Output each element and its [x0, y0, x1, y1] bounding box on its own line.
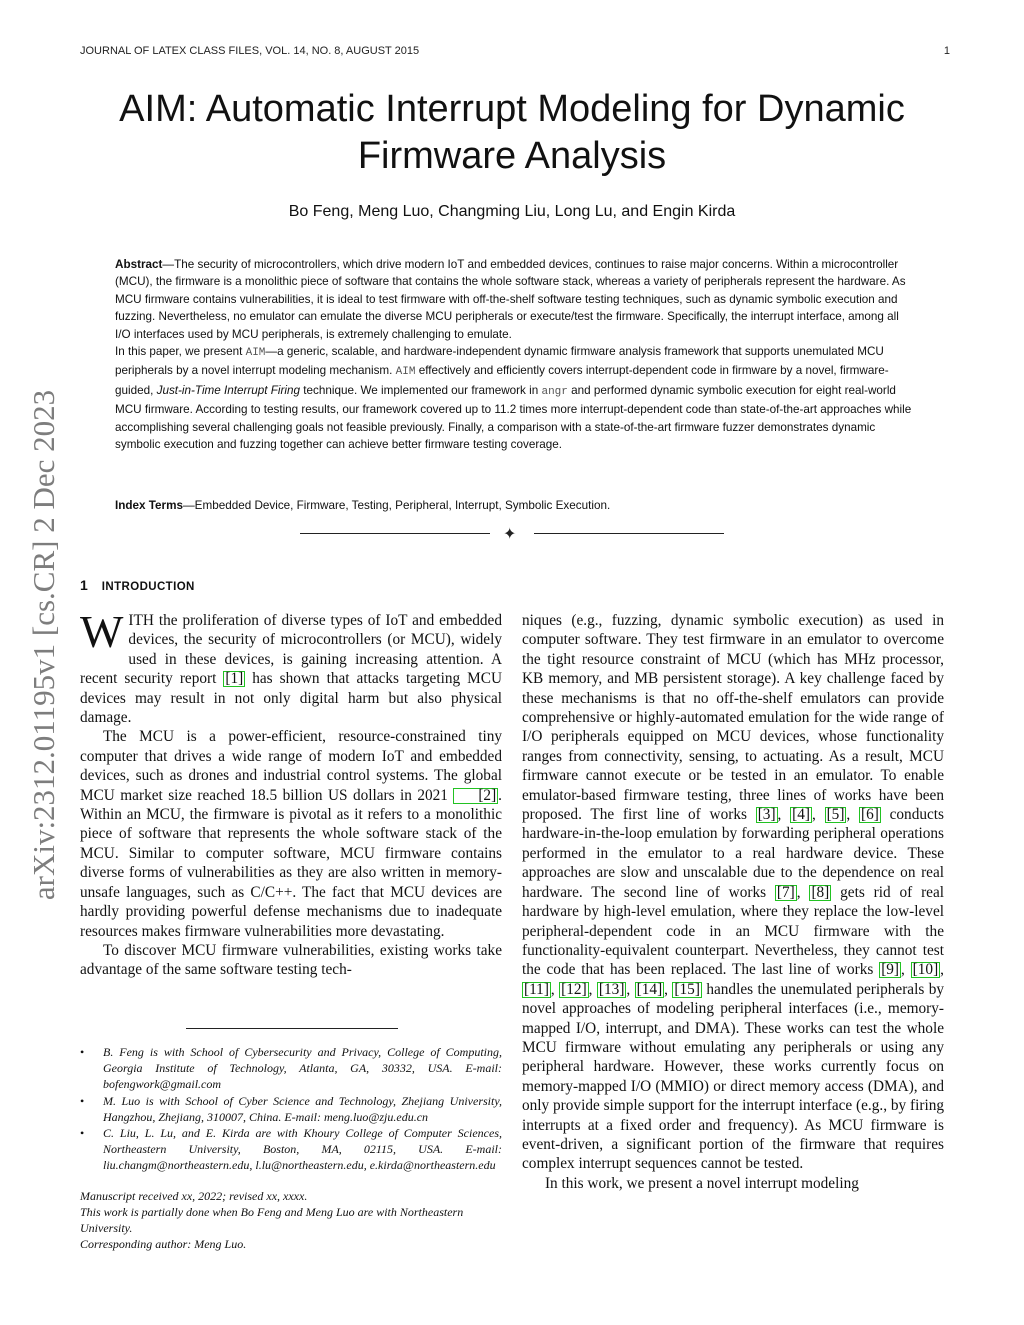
- divider-diamond-icon: ✦: [503, 526, 517, 543]
- divider-rule-left: [300, 533, 490, 534]
- affiliation-item: • B. Feng is with School of Cybersecurity and Privacy, College of Computing, Georgia Institute of Technology, Atlanta, GA, 30332, USA. E-mail: bofengwork@gmail.com: [80, 1044, 502, 1093]
- abstract-text-2c: effectively and efficiently covers interrupt-dependent code in firmware by a novel, firmware-guided,: [115, 364, 889, 397]
- left-column: [80, 606, 502, 980]
- abstract-paragraph-1: [115, 256, 913, 343]
- jit-term: Just-in-Time Interrupt Firing: [156, 383, 301, 397]
- index-terms-text: —Embedded Device, Firmware, Testing, Peripheral, Interrupt, Symbolic Execution.: [182, 499, 611, 512]
- abstract-label: Abstract: [115, 258, 163, 271]
- citation-link[interactable]: [3]: [757, 806, 776, 824]
- citation-link[interactable]: [5]: [826, 806, 845, 824]
- received-note: Manuscript received xx, 2022; revised xx, xxxx.: [80, 1188, 308, 1203]
- abstract-text-1: —The security of microcontrollers, which drive modern IoT and embedded devices, continues to raise major concerns. Within a microcontroller (MCU), the firmware is a monolithic piece of software that contains the whole software stack, whereas a variety of peripherals represent the hardware. As MCU firmware contains vulnerabilities, it is ideal to test firmware with off-the-shelf software testing techniques, such as dynamic symbolic execution and fuzzing. Nevertheless, no emulator can emulate the diverse MCU peripherals or execute/test the firmware. Specifically, the interrupt interface, among all I/O interfaces used by MCU peripherals, is extremely challenging to emulate.: [115, 258, 906, 341]
- author-list: Bo Feng, Meng Luo, Changming Liu, Long Lu, and Engin Kirda: [288, 203, 736, 220]
- intro-paragraph-1: [80, 606, 502, 727]
- intro-text-4c: gets rid of real hardware by high-level emulation, where they replace the low-level peripheral-dependent code in an MCU firmware with the functionality-equivalent counterpart. Nevertheless, they cannot test the code that has been replaced. The last line of works: [522, 883, 944, 979]
- citation-link[interactable]: [15]: [674, 980, 700, 998]
- angr-name: angr: [541, 385, 568, 398]
- paper-title: AIM: Automatic Interrupt Modeling for Dynamic Firmware Analysis: [119, 88, 905, 177]
- citation-link[interactable]: [2]: [453, 788, 498, 804]
- intro-paragraph-4: niques (e.g., fuzzing, dynamic symbolic execution) as used in computer software. They test firmware in an emulator to overcome the tight resource constraint of MCU (which has MHz processor, KB memory, and MB persistent storage). A key challenge faced by these mechanisms is that no off-the-shelf emulators can provide comprehensive or highly-automated emulation for the wide range of I/O peripherals equipped on MCU devices, whose functionality ranges from connectivity, sensing, to actuating. As a result, MCU firmware cannot execute or be tested in an emulator. To enable emulator-based firmware testing, three lines of works have been proposed. The first line of works [3] , [4] , [5] , [6] conducts hardware-in-the-loop emulation by forwarding peripheral operations performed in the emulator to a real hardware device. These approaches are slow and unscalable due to the dependence on real hardware. The second line of works [7] , [8] gets rid of real hardware by high-level emulation, where they replace the low-level peripheral-dependent code in an MCU firmware with the functionality-equivalent counterpart. Nevertheless, they cannot test the code that has been replaced. The last line of works [9] , [10] , [11] , [12] , [13] , [14] , [15] handles the unemulated peripherals by novel approaches of modeling peripheral interfaces (i.e., memory-mapped I/O, interrupt, and DMA). These works can test the whole MCU firmware without emulating any peripherals or using any peripheral hardware. However, these works currently focus on memory-mapped I/O (MMIO) or direct memory access (DMA), and only provide simple support for the interrupt interface (e.g., by firing interrupts at a fixed order and frequency). As MCU firmware is event-driven, a significant portion of the firmware that requires complex interrupt sequences cannot be tested.: [522, 612, 945, 1173]
- citation-link[interactable]: [10]: [912, 961, 939, 979]
- intro-paragraph-5: In this work, we present a novel interrupt modeling: [544, 1174, 859, 1192]
- citation-link[interactable]: [1]: [225, 670, 244, 688]
- affiliation-list: [80, 1044, 502, 1174]
- intro-text-4a: niques (e.g., fuzzing, dynamic symbolic execution) as used in computer software. They test firmware in an emulator to overcome the tight resource constraint of MCU (which has MHz processor, KB memory, and MB persistent storage). A key challenge faced by these mechanisms is that no off-the-shelf emulators can provide comprehensive or highly-automated emulation for the wide range of I/O peripherals equipped on MCU devices, whose functionality ranges from connectivity, sensing, to actuating. As a result, MCU firmware cannot execute or be tested in an emulator. To enable emulator-based firmware testing, three lines of works have been proposed. The first line of works: [522, 612, 944, 824]
- intro-text-1c: has shown that attacks targeting MCU devices may result in not only digital harm but also physical damage.: [80, 670, 502, 727]
- citation-link[interactable]: [12]: [561, 980, 587, 998]
- intro-text-2b: . Within an MCU, the firmware is pivotal as it refers to a monolithic piece of software that represents the whole software stack of the MCU. Similar to computer software, MCU firmware contains diverse forms of vulnerabilities as they are also written in memory-unsafe languages, such as C/C++. The fact that MCU devices are hardly providing powerful defense mechanisms due to inadequate resources makes firmware vulnerabilities more devastating.: [80, 786, 502, 940]
- corresponding-author-note: Corresponding author: Meng Luo.: [80, 1237, 247, 1252]
- right-column: [522, 611, 944, 1193]
- abstract-text-2b: —a generic, scalable, and hardware-independent dynamic firmware analysis framework that supports unemulated MCU peripherals by a novel interrupt modeling mechanism.: [115, 345, 884, 378]
- intro-text-4d: handles the unemulated peripherals by novel approaches of modeling peripheral interfaces (i.e., memory-mapped I/O, interrupt, and DMA). These works can test the whole MCU firmware without emulating any peripherals or using any peripheral hardware. However, these works currently focus on memory-mapped I/O (MMIO) or direct memory access (DMA), and only provide simple support for the interrupt interface (e.g., by firing interrupts at a fixed order and frequency). As MCU firmware is event-driven, a significant portion of the firmware that requires complex interrupt sequences cannot be tested.: [522, 980, 945, 1173]
- citation-link[interactable]: [4]: [792, 806, 810, 824]
- section-title: INTRODUCTION: [101, 581, 195, 593]
- abstract-text-2e: and performed dynamic symbolic execution for eight real-world MCU firmware. According to testing results, our framework covered up to 11.2 times more interrupt-dependent code than state-of-the-art approaches while accomplishing several challenging goals not feasible previously. Finally, a comparison with a state-of-the-art firmware fuzzer demonstrates dynamic symbolic execution and fuzzing together can achieve better firmware testing coverage.: [115, 383, 912, 452]
- intro-text-4b: conducts hardware-in-the-loop emulation by forwarding peripheral operations performed in the emulator to a real hardware device. These approaches are slow and unscalable due to the dependence on real hardware. The second line of works: [522, 806, 944, 901]
- dropcap-rest: ITH: [128, 612, 154, 629]
- partial-work-note: This work is partially done when Bo Feng and Meng Luo are with Northeastern University.: [80, 1204, 464, 1236]
- affiliation-item: • M. Luo is with School of Cyber Science and Technology, Zhejiang University, Hangzhou, Zhejiang, 310007, China. E-mail: meng.luo@zju.edu.cn: [80, 1093, 502, 1125]
- intro-text-2a: The MCU is a power-efficient, resource-constrained tiny computer that drives a wide range of modern IoT and embedded devices, such as drones and industrial control systems. The global MCU market size reached 18.5 billion US dollars in 2021: [80, 728, 502, 804]
- intro-text-1b: the proliferation of diverse types of IoT and embedded devices, the security of microcontrollers (or MCU), widely used in these devices, is gaining increasing attention. A recent security report: [80, 612, 502, 688]
- intro-paragraph-3: To discover MCU firmware vulnerabilities, existing works take advantage of the same software testing tech-: [80, 941, 502, 979]
- page-number: 1: [943, 45, 950, 57]
- arxiv-stamp[interactable]: arXiv:2312.01195v1 [cs.CR] 2 Dec 2023: [26, 389, 61, 901]
- citation-link[interactable]: [9]: [881, 961, 900, 979]
- index-terms: [115, 499, 913, 512]
- citation-link[interactable]: [8]: [811, 883, 830, 901]
- divider-rule-right: [534, 533, 724, 534]
- running-head: [80, 45, 950, 57]
- abstract-paragraph-2: [115, 343, 913, 453]
- footnotes: [80, 1044, 502, 1252]
- section-number: 1: [80, 577, 88, 593]
- intro-paragraph-2: [80, 727, 502, 940]
- index-terms-label: Index Terms: [115, 499, 183, 512]
- footnote-rule: [186, 1028, 398, 1029]
- citation-link[interactable]: [11]: [524, 980, 549, 998]
- citation-link[interactable]: [14]: [636, 980, 663, 998]
- citation-link[interactable]: [13]: [598, 980, 625, 998]
- journal-header: JOURNAL OF LATEX CLASS FILES, VOL. 14, NO. 8, AUGUST 2015: [80, 45, 420, 57]
- dropcap: W: [80, 606, 124, 657]
- citation-link[interactable]: [7]: [776, 883, 795, 901]
- citation-link[interactable]: [6]: [861, 806, 879, 824]
- abstract-text-2d: technique. We implemented our framework in: [300, 383, 542, 397]
- affiliation-item: • C. Liu, L. Lu, and E. Kirda are with Khoury College of Computer Sciences, Northeastern University, Boston, MA, 02115, USA. E-mail: liu.changm@northeastern.edu, l.lu@northeastern.edu, e.kirda@northeastern.edu: [80, 1125, 502, 1174]
- manuscript-notes: [80, 1188, 502, 1253]
- aim-name-2: AIM: [395, 366, 416, 379]
- aim-name: AIM: [245, 347, 266, 360]
- abstract-text-2a: In this paper, we present: [115, 345, 246, 359]
- abstract: [115, 256, 913, 453]
- section-heading: [80, 577, 195, 593]
- section-divider: [300, 525, 724, 541]
